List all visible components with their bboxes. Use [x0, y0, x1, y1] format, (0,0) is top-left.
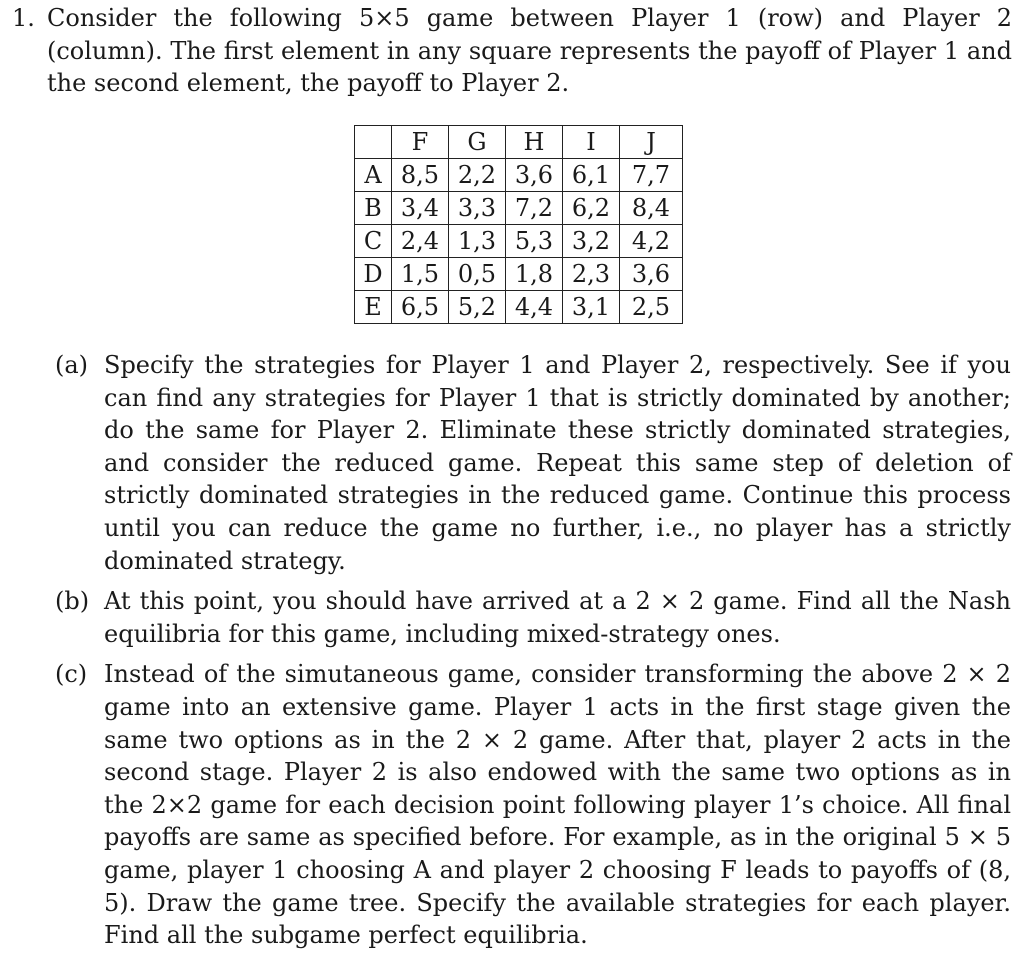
payoff-cell: 2,5	[620, 291, 683, 324]
problem-parts	[55, 349, 1011, 960]
payoff-cell: 6,1	[563, 159, 620, 192]
payoff-cell: 3,2	[563, 225, 620, 258]
payoff-cell: 8,4	[620, 192, 683, 225]
part-label: (a)	[55, 351, 89, 379]
row-header: C	[355, 225, 392, 258]
table-corner-cell	[355, 126, 392, 159]
row-header: D	[355, 258, 392, 291]
column-header: I	[563, 126, 620, 159]
row-header: A	[355, 159, 392, 192]
part-a	[55, 349, 1011, 577]
part-c	[55, 658, 1011, 951]
column-header: G	[449, 126, 506, 159]
problem-1	[12, 2, 1012, 100]
table-row	[355, 291, 683, 324]
payoff-cell: 0,5	[449, 258, 506, 291]
payoff-cell: 2,4	[392, 225, 449, 258]
payoff-cell: 5,3	[506, 225, 563, 258]
part-text: At this point, you should have arrived at a 2 × 2 game. Find all the Nash equilibria for this game, including mixed-strategy ones.	[104, 587, 1011, 648]
payoff-cell: 5,2	[449, 291, 506, 324]
table-header-row	[355, 126, 683, 159]
part-label: (c)	[55, 660, 88, 689]
payoff-cell: 3,3	[449, 192, 506, 225]
part-text: Instead of the simutaneous game, consider transforming the above 2 × 2 game into an extensive game. Player 1 acts in the first stage given the same two options as in the 2 × 2 game. After that, player 2 acts in the second stage. Player 2 is also endowed with the same two options as in the 2×2 game for each decision point following player 1’s choice. All final payoffs are same as specified before. For example, as in the original 5 × 5 game, player 1 choosing A and player 2 choosing F leads to payoffs of (8, 5). Draw the game tree. Specify the available strategies for each player. Find all the subgame perfect equilibria.	[104, 660, 1011, 950]
payoff-cell: 3,6	[506, 159, 563, 192]
table-row	[355, 192, 683, 225]
payoff-cell: 7,2	[506, 192, 563, 225]
payoff-cell: 3,4	[392, 192, 449, 225]
problem-number: 1.	[12, 4, 35, 32]
payoff-cell: 1,5	[392, 258, 449, 291]
payoff-matrix-table	[354, 125, 683, 324]
payoff-cell: 2,3	[563, 258, 620, 291]
payoff-cell: 3,1	[563, 291, 620, 324]
row-header: E	[355, 291, 392, 324]
column-header: F	[392, 126, 449, 159]
column-header: J	[620, 126, 683, 159]
table-row	[355, 159, 683, 192]
payoff-cell: 6,5	[392, 291, 449, 324]
payoff-cell: 2,2	[449, 159, 506, 192]
problem-intro: Consider the following 5×5 game between Player 1 (row) and Player 2 (column). The first element in any square represents the payoff of Player 1 and the second element, the payoff to Player 2.	[47, 4, 1012, 98]
payoff-cell: 7,7	[620, 159, 683, 192]
table-row	[355, 225, 683, 258]
part-b	[55, 585, 1011, 650]
payoff-cell: 4,4	[506, 291, 563, 324]
payoff-cell: 8,5	[392, 159, 449, 192]
row-header: B	[355, 192, 392, 225]
part-text: Specify the strategies for Player 1 and Player 2, respectively. See if you can find any strategies for Player 1 that is strictly dominated by another; do the same for Player 2. Eliminate these strictly dominated strategies, and consider the reduced game. Repeat this same step of deletion of strictly dominated strategies in the reduced game. Continue this process until you can reduce the game no further, i.e., no player has a strictly dominated strategy.	[104, 351, 1011, 575]
payoff-cell: 4,2	[620, 225, 683, 258]
payoff-cell: 6,2	[563, 192, 620, 225]
payoff-cell: 3,6	[620, 258, 683, 291]
payoff-cell: 1,8	[506, 258, 563, 291]
part-label: (b)	[55, 587, 90, 616]
column-header: H	[506, 126, 563, 159]
table-row	[355, 258, 683, 291]
payoff-cell: 1,3	[449, 225, 506, 258]
